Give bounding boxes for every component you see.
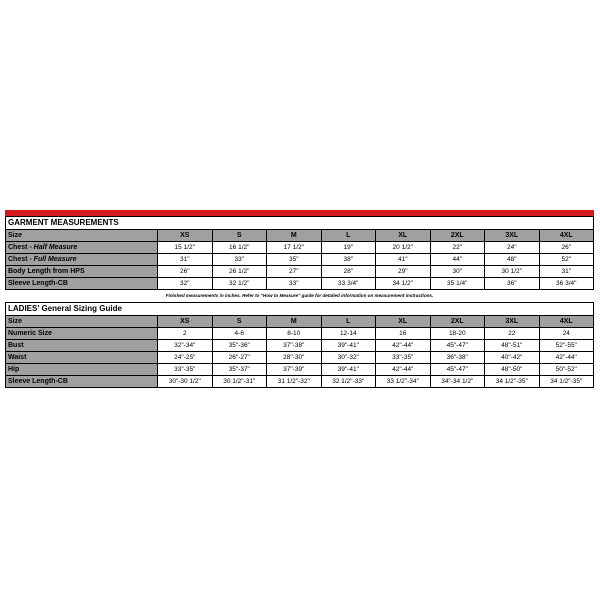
table-cell: 31 1/2"-32": [267, 376, 322, 388]
table-row: [6, 278, 594, 290]
table-row: [6, 364, 594, 376]
table-cell: 41": [376, 254, 431, 266]
table-cell: 48"-50": [485, 364, 540, 376]
table-cell: 40"-42": [485, 352, 540, 364]
row-label: Sleeve Length-CB: [6, 376, 158, 388]
table-row: [6, 328, 594, 340]
row-label-text: Chest -: [8, 243, 34, 251]
table-cell: 31": [539, 266, 594, 278]
table-cell: 32": [158, 278, 213, 290]
table-cell: 48"-51": [485, 340, 540, 352]
table-cell: 17 1/2": [267, 242, 322, 254]
size-heading: 4XL: [539, 316, 594, 328]
table-row: [6, 340, 594, 352]
size-heading: M: [267, 316, 322, 328]
table-cell: 28": [321, 266, 376, 278]
table-cell: 52": [539, 254, 594, 266]
row-label-text: Sleeve Length-CB: [8, 279, 68, 287]
table-cell: 26": [539, 242, 594, 254]
table-cell: 32 1/2"-33": [321, 376, 376, 388]
row-label: Numeric Size: [6, 328, 158, 340]
table-cell: 39"-41": [321, 340, 376, 352]
table-cell: 34 1/2"-35": [485, 376, 540, 388]
table-cell: 33": [212, 254, 267, 266]
table-cell: 30 1/2"-31": [212, 376, 267, 388]
table-cell: 19": [321, 242, 376, 254]
table-cell: 26"-27": [212, 352, 267, 364]
size-heading: 3XL: [485, 230, 540, 242]
table-cell: 37"-39": [267, 364, 322, 376]
size-label: Size: [6, 316, 158, 328]
table-cell: 30": [430, 266, 485, 278]
table-cell: 36": [485, 278, 540, 290]
size-heading: XL: [376, 316, 431, 328]
table-cell: 35 1/4": [430, 278, 485, 290]
size-heading: XS: [158, 316, 213, 328]
table-cell: 52"-55": [539, 340, 594, 352]
table-cell: 50"-52": [539, 364, 594, 376]
size-heading: XL: [376, 230, 431, 242]
table-cell: 32 1/2": [212, 278, 267, 290]
size-heading: L: [321, 316, 376, 328]
table-cell: 44": [430, 254, 485, 266]
table-row: [6, 376, 594, 388]
size-heading: M: [267, 230, 322, 242]
table-cell: 22": [430, 242, 485, 254]
table-cell: 24"-25": [158, 352, 213, 364]
table-cell: 4-6: [212, 328, 267, 340]
size-heading: S: [212, 230, 267, 242]
table-cell: 35": [267, 254, 322, 266]
table-cell: 33 1/2"-34": [376, 376, 431, 388]
table-cell: 24": [485, 242, 540, 254]
table-cell: 33"-35": [376, 352, 431, 364]
table-cell: 42"-44": [376, 364, 431, 376]
table-cell: 36"-38": [430, 352, 485, 364]
table-cell: 34"-34 1/2": [430, 376, 485, 388]
row-label: [6, 278, 158, 290]
table-cell: 29": [376, 266, 431, 278]
row-label-emphasis: Full Measure: [33, 255, 77, 263]
table-cell: 16 1/2": [212, 242, 267, 254]
size-header-row: [6, 316, 594, 328]
size-heading: 2XL: [430, 316, 485, 328]
table-cell: 12-14: [321, 328, 376, 340]
table-cell: 18-20: [430, 328, 485, 340]
size-heading: 3XL: [485, 316, 540, 328]
size-label: Size: [6, 230, 158, 242]
table-cell: 35"-37": [212, 364, 267, 376]
table-cell: 34 1/2": [376, 278, 431, 290]
table-cell: 37"-38": [267, 340, 322, 352]
table-cell: 15 1/2": [158, 242, 213, 254]
table-cell: 42"-44": [376, 340, 431, 352]
table-cell: 38": [321, 254, 376, 266]
size-heading: S: [212, 316, 267, 328]
table-cell: 36 3/4": [539, 278, 594, 290]
table-cell: 27": [267, 266, 322, 278]
table-cell: 22: [485, 328, 540, 340]
table-cell: 33 3/4": [321, 278, 376, 290]
ladies-table-title: LADIES' General Sizing Guide: [6, 303, 594, 316]
size-heading: 2XL: [430, 230, 485, 242]
table-cell: 30"-30 1/2": [158, 376, 213, 388]
row-label: Hip: [6, 364, 158, 376]
table-row: [6, 266, 594, 278]
row-label: Waist: [6, 352, 158, 364]
table-cell: 2: [158, 328, 213, 340]
table-cell: 33": [267, 278, 322, 290]
table-cell: 35"-36": [212, 340, 267, 352]
table-cell: 45"-47": [430, 364, 485, 376]
table-cell: 26": [158, 266, 213, 278]
size-header-row: [6, 230, 594, 242]
table-row: [6, 352, 594, 364]
table-row: [6, 254, 594, 266]
size-chart: [5, 210, 594, 388]
table-cell: 20 1/2": [376, 242, 431, 254]
row-label-text: Chest -: [8, 255, 34, 263]
row-label: [6, 266, 158, 278]
table-cell: 45"-47": [430, 340, 485, 352]
table-cell: 33"-35": [158, 364, 213, 376]
table-cell: 16: [376, 328, 431, 340]
size-heading: L: [321, 230, 376, 242]
row-label-text: Body Length from HPS: [8, 267, 85, 275]
table-cell: 34 1/2"-35": [539, 376, 594, 388]
table-cell: 8-10: [267, 328, 322, 340]
table-cell: 39"-41": [321, 364, 376, 376]
table-cell: 32"-34": [158, 340, 213, 352]
row-label: [6, 254, 158, 266]
table-cell: 28"-30": [267, 352, 322, 364]
size-heading: XS: [158, 230, 213, 242]
row-label: [6, 242, 158, 254]
garment-table-title: GARMENT MEASUREMENTS: [6, 217, 594, 230]
row-label-emphasis: Half Measure: [33, 243, 78, 251]
table-row: [6, 242, 594, 254]
table-cell: 48": [485, 254, 540, 266]
size-heading: 4XL: [539, 230, 594, 242]
garment-measurements-table: [5, 216, 594, 290]
table-cell: 24: [539, 328, 594, 340]
ladies-sizing-table: [5, 302, 594, 388]
table-cell: 26 1/2": [212, 266, 267, 278]
measurement-note: Finished measurements in inches. Refer to "How to Measure" guide for detailed information on measurement instructions.: [165, 293, 434, 298]
table-cell: 31": [158, 254, 213, 266]
table-cell: 30 1/2": [485, 266, 540, 278]
row-label: Bust: [6, 340, 158, 352]
table-cell: 42"-44": [539, 352, 594, 364]
table-cell: 30"-32": [321, 352, 376, 364]
